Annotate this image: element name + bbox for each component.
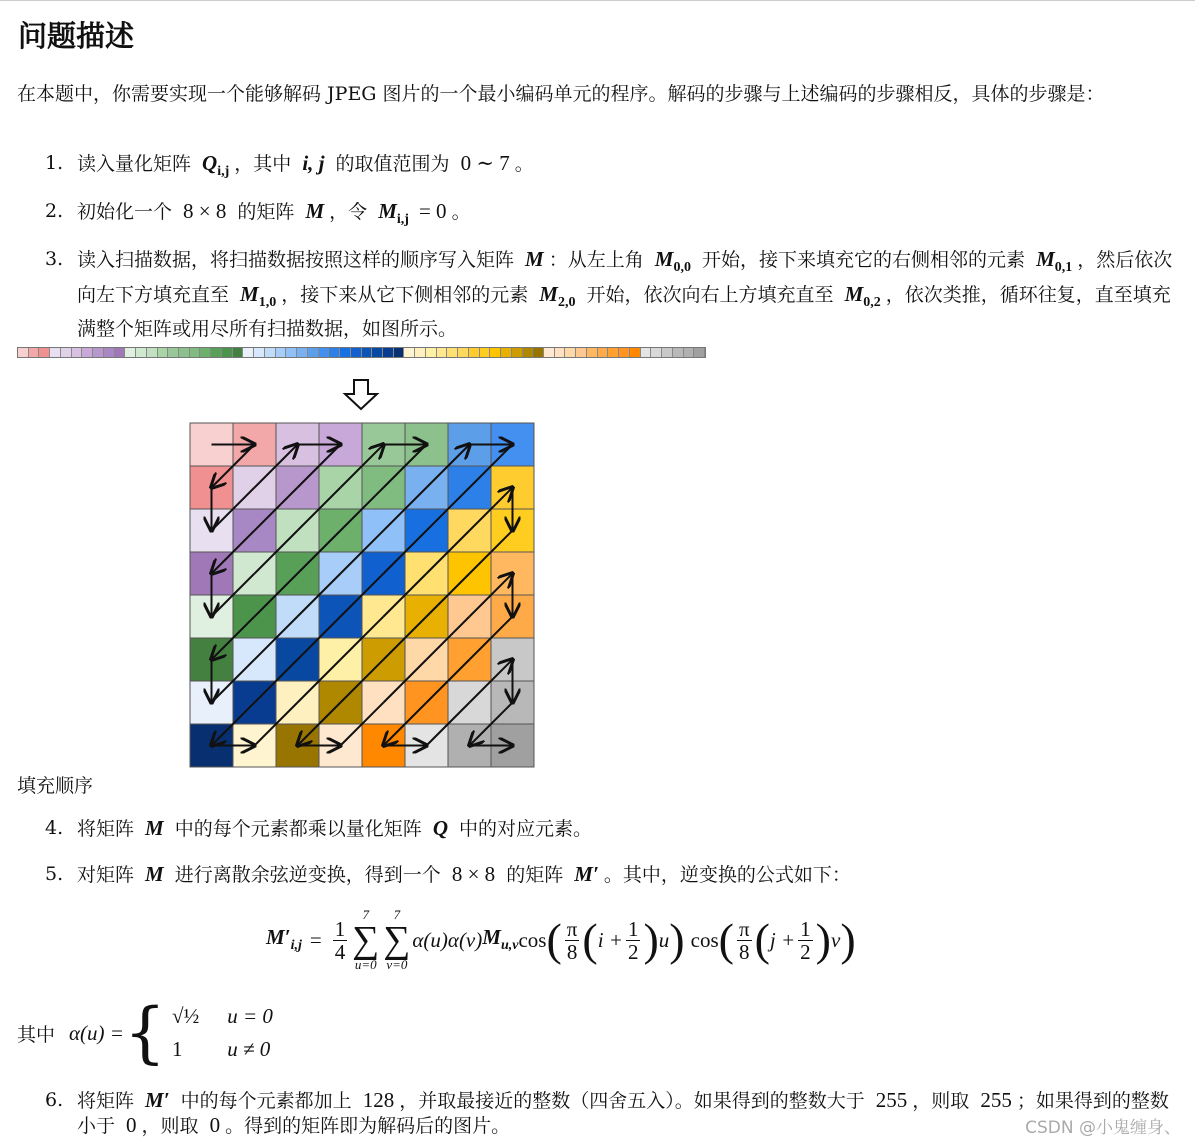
text-run: 的矩阵	[231, 201, 301, 223]
strip-cell	[222, 348, 233, 357]
math-expr: Q	[432, 816, 448, 840]
math-expr: $M_{i,j}$	[378, 199, 409, 227]
strip-cell	[555, 348, 566, 357]
text-run: ，接下来从它下侧相邻的元素	[281, 284, 535, 306]
strip-cell	[641, 348, 652, 357]
watermark: CSDN @小鬼缠身、	[1025, 1118, 1181, 1138]
step-text	[77, 861, 1175, 888]
term-j: j +	[769, 927, 796, 952]
math-expr: = 0	[418, 199, 447, 223]
strip-cell	[673, 348, 684, 357]
text-run: 。其中，逆变换的公式如下：	[603, 864, 851, 886]
text-run: ；如果得到的整数小于	[77, 1090, 1169, 1137]
text-run: 中的每个元素都乘以量化矩阵	[168, 818, 428, 840]
step-text	[77, 198, 1175, 233]
strip-cell	[651, 348, 662, 357]
strip-cell	[136, 348, 147, 357]
math-expr: 255	[980, 1088, 1012, 1112]
strip-cell	[29, 348, 40, 357]
text-run: 开始，接下来填充它的右侧相邻的元素	[695, 249, 1032, 271]
step-3	[45, 246, 1175, 342]
text-run: 开始，依次向右上方填充直至	[580, 284, 840, 306]
math-expr: M	[305, 199, 325, 223]
strip-cell	[104, 348, 115, 357]
text-run: 的矩阵	[500, 864, 570, 886]
math-expr: $Q_{i,j}$	[202, 151, 230, 179]
strip-cell	[243, 348, 254, 357]
step-number: 1.	[45, 152, 64, 174]
text-run: 。	[451, 201, 471, 223]
case2-cond: u ≠ 0	[227, 1037, 271, 1061]
case1-value: √½	[171, 1004, 200, 1028]
strip-cell	[587, 348, 598, 357]
strip-cell	[211, 348, 222, 357]
strip-cell	[125, 348, 136, 357]
text-run: ，然后依次向左下方填充直至	[77, 249, 1173, 306]
text-run: 中的对应元素。	[453, 818, 593, 840]
strip-cell	[50, 348, 61, 357]
strip-cell	[329, 348, 340, 357]
strip-cell	[158, 348, 169, 357]
text-run: ：从左上角	[548, 249, 650, 271]
text-run: ，则取	[912, 1090, 976, 1112]
step-text	[77, 1088, 1175, 1138]
step-number: 5.	[45, 863, 64, 885]
strip-cell	[18, 348, 29, 357]
math-expr: i, j	[302, 151, 325, 175]
idct-formula: $M'_{i,j}$ = $\frac{1}{4}$ 7 ∑ u=0 7 ∑ v=0 α(u)α(v) $M_{u,v}$ cos ( $\frac{\pi}{8}$ ( i + $\frac{1}{2}$ ) u ) cos ( $\frac{\pi}{8}$ ( j + $\frac{1}{2}$ ) v )	[266, 907, 856, 972]
strip-cell	[447, 348, 458, 357]
text-run: ，其中	[234, 153, 298, 175]
intro-paragraph: 在本题中，你需要实现一个能够解码 JPEG 图片的一个最小编码单元的程序。解码的步骤与上述编码的步骤相反，具体的步骤是：	[17, 83, 1105, 105]
formula-M-uv: $M_{u,v}$	[482, 925, 519, 954]
strip-cell	[351, 348, 362, 357]
strip-cell	[576, 348, 587, 357]
step-text	[77, 815, 1175, 842]
strip-cell	[684, 348, 695, 357]
strip-cell	[372, 348, 383, 357]
top-border	[0, 0, 1195, 1]
math-expr: M	[145, 816, 164, 840]
strip-cell	[608, 348, 619, 357]
strip-cell	[426, 348, 437, 357]
strip-cell	[276, 348, 287, 357]
math-expr: 8 × 8	[183, 199, 227, 223]
text-run: 读入量化矩阵	[77, 153, 198, 175]
strip-cell	[147, 348, 158, 357]
text-run: 将矩阵	[77, 1090, 141, 1112]
text-run: 读入扫描数据，将扫描数据按照这样的顺序写入矩阵	[77, 249, 521, 271]
text-run: ，令	[329, 201, 374, 223]
math-expr: M′	[574, 862, 599, 886]
text-run: 对矩阵	[77, 864, 141, 886]
strip-cell	[254, 348, 265, 357]
strip-cell	[565, 348, 576, 357]
scan-data-strip	[17, 347, 706, 358]
strip-cell	[308, 348, 319, 357]
quarter-fraction: $\frac{1}{4}$	[334, 916, 346, 964]
zigzag-fill-order-figure	[189, 422, 535, 768]
strip-cell	[190, 348, 201, 357]
strip-cell	[501, 348, 512, 357]
sum-v: 7 ∑ v=0	[383, 907, 411, 972]
math-expr: M	[145, 862, 164, 886]
strip-cell	[168, 348, 179, 357]
sum-u: 7 ∑ u=0	[352, 907, 380, 972]
step-6	[45, 1088, 1175, 1138]
math-expr: $M_{0,0}$	[654, 247, 691, 275]
math-expr: $M_{1,0}$	[240, 282, 277, 310]
text-run: ，并取最接近的整数（四舍五入）。如果得到的整数大于	[399, 1090, 871, 1112]
cos-1: cos	[518, 927, 547, 952]
strip-cell	[82, 348, 93, 357]
text-run: 进行离散余弦逆变换，得到一个	[168, 864, 447, 886]
strip-cell	[394, 348, 405, 357]
alpha-product: α(u)α(v)	[412, 927, 483, 952]
strip-cell	[619, 348, 630, 357]
step-1	[45, 150, 1175, 185]
math-expr: 255	[875, 1088, 908, 1112]
strip-cell	[694, 348, 705, 357]
math-expr: M	[525, 247, 544, 271]
text-run: ，则取	[141, 1115, 205, 1137]
strip-cell	[533, 348, 544, 357]
strip-cell	[286, 348, 297, 357]
down-arrow-icon	[342, 378, 380, 412]
strip-cell	[179, 348, 190, 357]
equals: =	[309, 927, 322, 952]
strip-cell	[297, 348, 308, 357]
math-expr: 0 ∼ 7	[460, 151, 510, 175]
strip-cell	[662, 348, 673, 357]
strip-cell	[362, 348, 373, 357]
text-run: 。得到的矩阵即为解码后的图片。	[225, 1115, 511, 1137]
step-2	[45, 198, 1175, 233]
page-title: 问题描述	[18, 19, 135, 53]
term-i: i +	[597, 927, 623, 952]
strip-cell	[115, 348, 126, 357]
strip-cell	[437, 348, 448, 357]
case2-value: 1	[171, 1037, 183, 1061]
strip-cell	[72, 348, 83, 357]
strip-cell	[490, 348, 501, 357]
step-5	[45, 861, 1175, 888]
strip-cell	[383, 348, 394, 357]
strip-cell	[523, 348, 534, 357]
math-expr: M′	[145, 1088, 170, 1112]
math-expr: 8 × 8	[451, 862, 496, 886]
text-run: 的取值范围为	[329, 153, 456, 175]
strip-cell	[265, 348, 276, 357]
strip-cell	[480, 348, 491, 357]
strip-cell	[469, 348, 480, 357]
step-number: 2.	[45, 200, 64, 222]
math-expr: 0	[209, 1113, 221, 1137]
math-expr: 128	[362, 1088, 395, 1112]
case1-cond: u = 0	[227, 1004, 273, 1028]
step-number: 6.	[45, 1089, 64, 1111]
text-run: ，依次类推，循环往复，直至填充满整个矩阵或用尽所有扫描数据，如图所示。	[77, 284, 1171, 340]
strip-cell	[458, 348, 469, 357]
step-4	[45, 815, 1175, 842]
strip-cell	[544, 348, 555, 357]
step-text	[77, 150, 1175, 185]
alpha-definition: 其中 α(u) = { √½ u = 0 1 u ≠ 0	[17, 994, 273, 1071]
text-run: 初始化一个	[77, 201, 179, 223]
step-text	[77, 246, 1175, 342]
strip-cell	[93, 348, 104, 357]
strip-cell	[404, 348, 415, 357]
strip-cell	[61, 348, 72, 357]
text-run: 。	[514, 153, 534, 175]
strip-cell	[233, 348, 244, 357]
math-expr: $M_{2,0}$	[539, 282, 576, 310]
figure-caption: 填充顺序	[17, 775, 94, 797]
strip-cell	[598, 348, 609, 357]
step-number: 4.	[45, 817, 64, 839]
cos-2: cos	[690, 927, 719, 952]
strip-cell	[630, 348, 641, 357]
text-run: 将矩阵	[77, 818, 141, 840]
text-run: 中的每个元素都加上	[174, 1090, 358, 1112]
alpha-lhs: α(u) =	[69, 1020, 124, 1045]
strip-cell	[319, 348, 330, 357]
strip-cell	[512, 348, 523, 357]
strip-cell	[340, 348, 351, 357]
math-expr: 0	[126, 1113, 137, 1137]
strip-cell	[200, 348, 211, 357]
alpha-prefix: 其中	[17, 1023, 56, 1046]
step-number: 3.	[45, 248, 64, 270]
math-expr: $M_{0,2}$	[844, 282, 881, 310]
math-expr: $M_{0,1}$	[1036, 247, 1073, 275]
strip-cell	[415, 348, 426, 357]
strip-cell	[39, 348, 50, 357]
formula-lhs: $M'_{i,j}$	[266, 925, 302, 954]
